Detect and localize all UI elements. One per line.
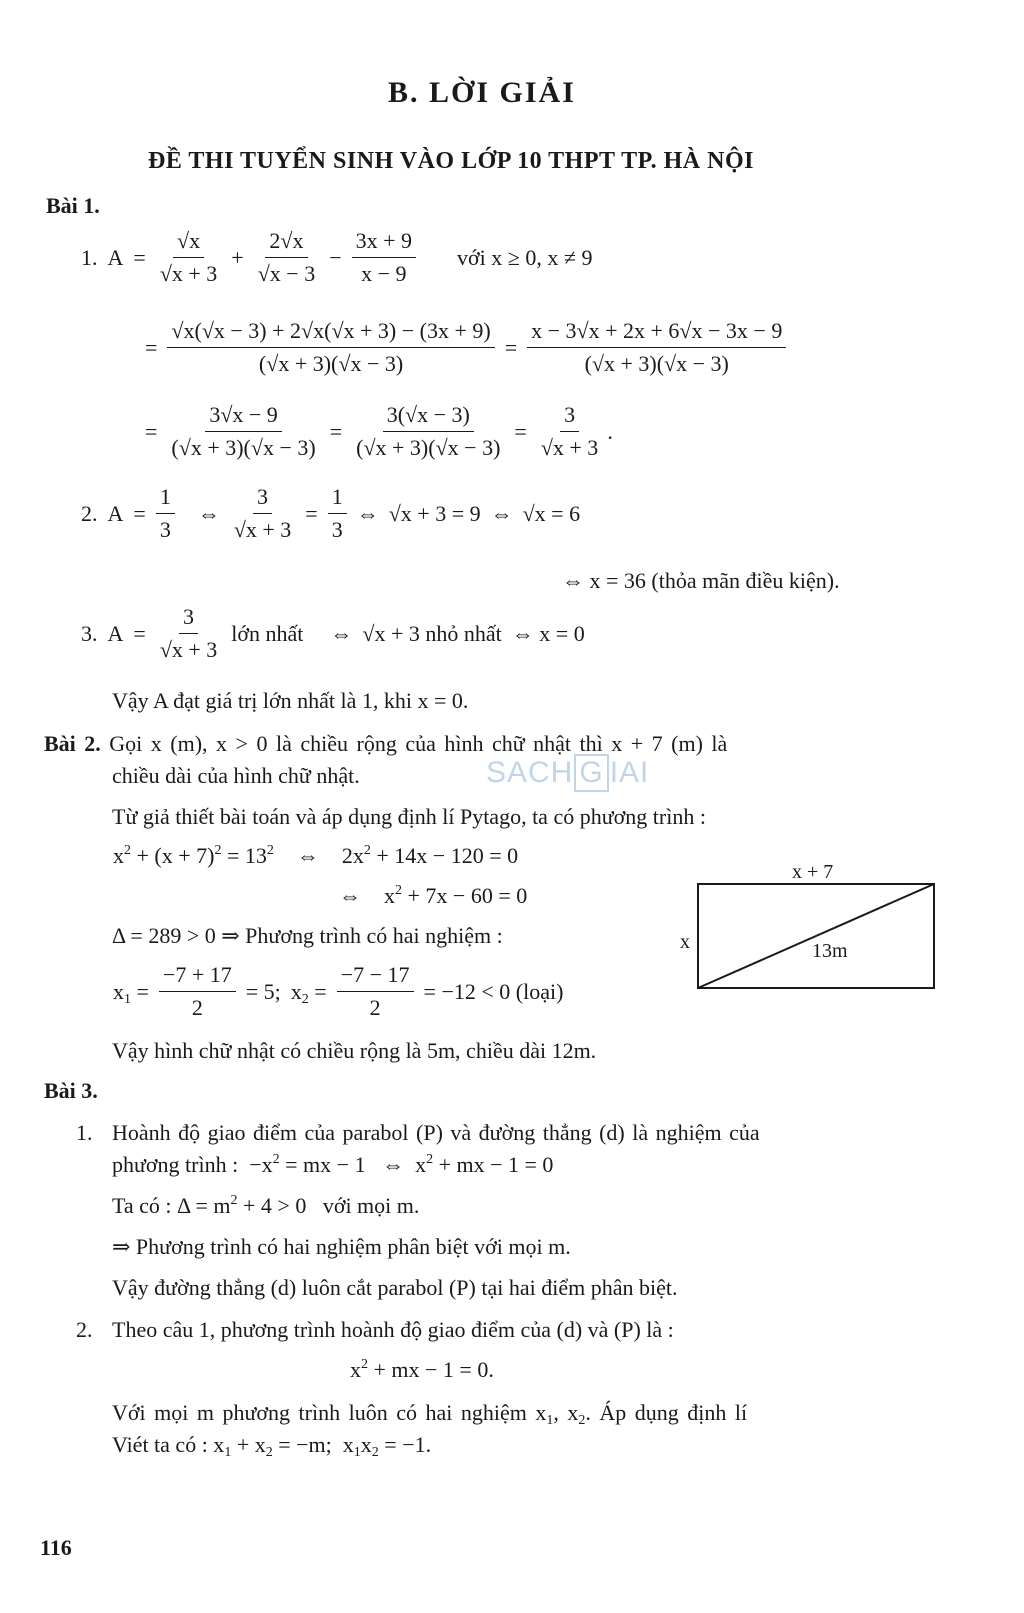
iff-symbol: ⇔ <box>296 843 319 868</box>
plus: + <box>231 244 244 270</box>
bai2-eq2 <box>334 883 532 909</box>
fraction: $\frac{2√x}{√x - 3}$ <box>257 228 316 286</box>
watermark-text: SACH <box>486 756 574 789</box>
fraction: $\frac{-7 + 17}{2}$ <box>159 962 236 1021</box>
bai2-delta: Δ = 289 > 0 ⇒ Phương trình có hai nghiệm : <box>112 923 503 948</box>
bai1-p2-line1 <box>76 484 585 543</box>
minus: − <box>329 244 342 270</box>
condition: với x ≥ 0, x ≠ 9 <box>457 244 593 270</box>
watermark-box: G <box>574 754 608 792</box>
watermark-text: IAI <box>609 756 650 789</box>
bai1-p1-line1 <box>76 228 597 287</box>
bai3-p1-number: 1. <box>76 1120 93 1145</box>
fraction: $\frac{3}{√x + 3}$ <box>159 604 218 662</box>
equals: = <box>305 500 318 526</box>
bai2-line3: Từ giả thiết bài toán và áp dụng định lí Pytago, ta có phương trình : <box>112 804 706 829</box>
expr: $x^2 + 7x - 60 = 0$ <box>384 883 528 908</box>
bai3-heading: Bài 3. <box>44 1078 98 1103</box>
iff-symbol: ⇔ <box>339 883 361 908</box>
equals: = <box>504 334 518 360</box>
section-title: B. LỜI GIẢI <box>388 76 576 109</box>
bai3-p2-line2: $x^2$ + mx − 1 = 0. <box>350 1357 494 1382</box>
bai3-p1-line5: Vậy đường thẳng (d) luôn cắt parabol (P) tại hai điểm phân biệt. <box>112 1275 678 1300</box>
fraction: $\frac{√x(√x - 3) + 2√x(√x + 3) - (3x + 9)}{(√x + 3)(√x - 3)}$ <box>167 318 494 377</box>
equals: = <box>133 500 146 526</box>
fraction: $\frac{3x + 9}{x - 9}$ <box>352 228 416 287</box>
expr: lớn nhất <box>231 620 304 646</box>
bai1-heading: Bài 1. <box>46 193 100 218</box>
bai2-heading: Bài 2. <box>44 731 101 756</box>
item-number: 3. <box>81 620 98 646</box>
top-label: x + 7 <box>792 861 834 883</box>
equals: = <box>133 620 146 646</box>
rectangle-diagonal <box>698 884 934 988</box>
fraction: $\frac{1}{3}$ <box>156 484 175 543</box>
expr: √x + 3 nhỏ nhất <box>362 620 502 646</box>
bai1-p1-line3 <box>140 402 618 461</box>
fraction: $\frac{3}{√x + 3}$ <box>540 402 599 460</box>
diagonal-label: 13m <box>812 940 848 962</box>
bai3-p1-line3: Ta có : $\Delta = m^2 + 4 > 0$ với mọi m. <box>112 1193 420 1218</box>
equals: = <box>145 334 158 360</box>
bai3-p1-line4: ⇒ Phương trình có hai nghiệm phân biệt với mọi m. <box>112 1234 571 1259</box>
iff-symbol: ⇔ <box>330 620 353 646</box>
x1-label: $x_1$ = <box>113 978 149 1007</box>
iff-symbol: ⇔ <box>490 500 513 526</box>
var-a: A <box>107 620 124 646</box>
var-a: A <box>107 500 124 526</box>
equals: = <box>145 418 158 444</box>
item-number: 1. <box>81 244 98 270</box>
period: . <box>607 418 613 444</box>
equals: = <box>514 418 527 444</box>
fraction: $\frac{√x}{√x + 3}$ <box>159 228 218 286</box>
page-number: 116 <box>40 1535 72 1560</box>
text: Gọi x (m), x > 0 là chiều rộng của hình chữ nhật thì x + 7 (m) là <box>109 731 728 756</box>
watermark-logo <box>486 754 649 792</box>
iff-symbol: ⇔ <box>356 500 379 526</box>
expr: √x + 3 = 9 <box>388 500 481 526</box>
var-a: A <box>107 244 124 270</box>
expr: $2x^2 + 14x - 120 = 0$ <box>341 843 519 868</box>
bai3-p1-line1: Hoành độ giao điểm của parabol (P) và đường thẳng (d) là nghiệm của <box>112 1120 760 1145</box>
fraction: $\frac{1}{3}$ <box>328 484 347 543</box>
bai2-conclusion: Vậy hình chữ nhật có chiều rộng là 5m, chiều dài 12m. <box>112 1038 597 1063</box>
x2-label: $x_2$ = <box>290 978 327 1007</box>
bai3-p2-line3: Với mọi m phương trình luôn có hai nghiệm $x_1$, $x_2$. Áp dụng định lí <box>112 1400 748 1428</box>
rectangle-figure <box>676 856 946 996</box>
bai2-eq1 <box>108 843 523 869</box>
expr: ⇔ x = 0 <box>511 620 585 646</box>
fraction: $\frac{3(√x - 3)}{(√x + 3)(√x - 3)}$ <box>356 402 501 460</box>
expr: √x = 6 <box>522 500 581 526</box>
bai3-p1-line2: phương trình : $-x^2$ = mx − 1 ⇔ $x^2$ + mx − 1 = 0 <box>112 1152 554 1177</box>
fraction: $\frac{3√x - 9}{(√x + 3)(√x - 3)}$ <box>171 402 316 460</box>
equals: = <box>133 244 146 270</box>
fraction: $\frac{-7 - 17}{2}$ <box>337 962 414 1021</box>
bai2-line2: chiều dài của hình chữ nhật. <box>112 763 360 788</box>
bai1-p3-conclusion: Vậy A đạt giá trị lớn nhất là 1, khi x = 0. <box>112 688 469 713</box>
expr: $x^2 + (x + 7)^2 = 13^2$ <box>113 843 274 868</box>
bai1-p2-result: ⇔ x = 36 (thỏa mãn điều kiện). <box>562 568 840 593</box>
bai1-p3-line1 <box>76 604 590 663</box>
bai3-p2-line1: Theo câu 1, phương trình hoành độ giao điểm của (d) và (P) là : <box>112 1317 674 1342</box>
fraction: $\frac{3}{√x + 3}$ <box>233 484 292 542</box>
bai3-p2-number: 2. <box>76 1317 93 1342</box>
bai1-p1-line2 <box>140 318 791 377</box>
bai2-roots <box>108 962 568 1021</box>
left-label: x <box>680 931 690 953</box>
iff-symbol: ⇔ <box>197 500 220 526</box>
item-number: 2. <box>81 500 98 526</box>
fraction: $\frac{x - 3√x + 2x + 6√x - 3x - 9}{(√x + 3)(√x - 3)}$ <box>527 318 786 377</box>
x1-value: = 5; <box>245 978 281 1004</box>
bai3-p2-line4: Viét ta có : $x_1 + x_2 = -m$; $x_1x_2 = -1$. <box>112 1432 432 1460</box>
exam-title: ĐỀ THI TUYỂN SINH VÀO LỚP 10 THPT TP. HÀ NỘI <box>148 148 754 174</box>
equals: = <box>329 418 343 444</box>
x2-value: = −12 < 0 (loại) <box>423 978 564 1004</box>
